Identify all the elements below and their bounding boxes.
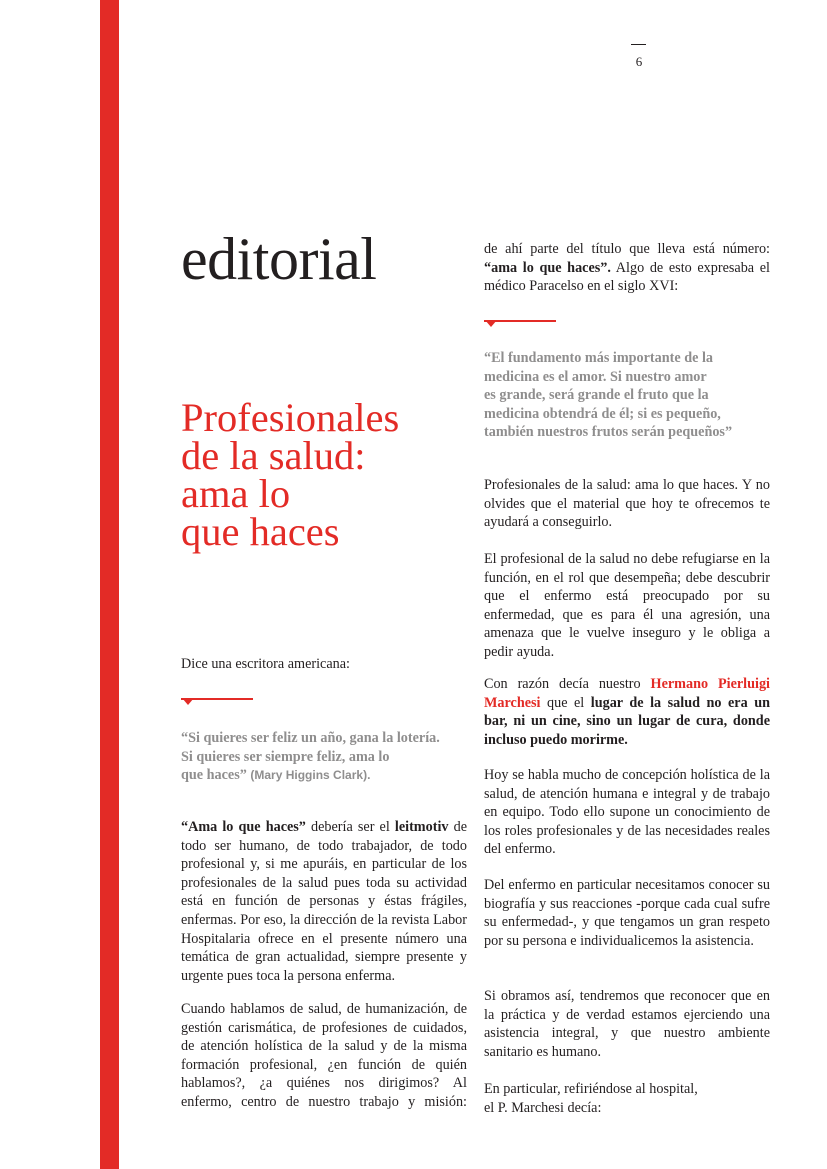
body-text: de ahí parte del título que lleva está número: [484,241,770,257]
highlighted-name: Hermano Pierluigi Marchesi [484,676,770,711]
body-text: Cuando hablamos de salud, de humanización, de gestión carismática, de profesiones de cuidados, de atención holística de la salud y de la misma formación profesional, ¿en función de quién hablamos?, ¿a quiénes nos dirigimos? Al enfermo, centro de nuestro trabajo y misión: [181,1001,467,1110]
body-text: el P. Marchesi decía: [484,1099,602,1116]
body-text: Del enfermo en particular necesitamos conocer su biografía y sus reacciones -porque cada cual sufre su enfermedad-, y que tengamos un gran respeto por su persona e individualicemos la asistencia. [484,877,770,949]
quote-line: es grande, será grande el fruto que la [484,387,709,404]
pull-quote-right [484,349,774,442]
quote-line: medicina obtendrá de él; si es pequeño, [484,405,721,422]
right-paragraph-6 [484,876,770,950]
bold-phrase: “Ama lo que haces” [181,819,306,835]
right-paragraph-8 [484,1080,770,1117]
left-column-intro [181,655,467,674]
bold-word: leitmotiv [394,819,449,835]
quote-attribution: (Mary Higgins Clark). [250,768,371,783]
body-text: Si obramos así, tendremos que reconocer que en la práctica y de verdad estamos ejerciendo una asistencia integral, y que nuestro ambiente sanitario es humano. [484,988,770,1060]
page-number: 6 [635,54,643,69]
body-text: de todo ser humano, de todo trabajador, de todo profesional y, si me apuráis, en particular de los profesionales de la salud pues toda su actividad está en función de personas y éstas frágiles, enfermas. Por eso, la dirección de la revista Labor Hospitalaria ofrece en el presente número una temática de gran actualidad, siempre presente y urgente pues toca la persona enferma. [181,819,467,984]
headline [181,395,400,554]
right-paragraph-4 [484,675,770,749]
quote-marker-icon [484,318,556,328]
page-number-rule [631,44,646,45]
intro-text: Dice una escritora americana: [181,656,350,672]
body-text: El profesional de la salud no debe refugiarse en la función, en el rol que desempeña; debe descubrir que el enfermo está preocupado por su enfermedad, que es para él una agresión, una amenaza que le vuelve inseguro y le obliga a pedir ayuda. [484,551,770,660]
body-text: Profesionales de la salud: ama lo que haces. Y no olvides que el material que hoy te ofrecemos te ayudará a conseguirlo. [484,477,770,531]
right-paragraph-5 [484,766,770,859]
quote-marker-icon [181,696,253,706]
left-paragraph-2 [181,1000,467,1112]
right-paragraph-1 [484,240,770,296]
bold-phrase: lugar de la salud no era un bar, ni un cine, sino un lugar de cura, donde incluso puedo morirme. [484,694,770,748]
body-text: En particular, refiriéndose al hospital, [484,1081,698,1097]
quote-line: “Si quieres ser feliz un año, gana la lotería. [181,730,440,746]
headline-line: ama lo [181,471,291,516]
quote-line: “El fundamento más importante de la [484,350,713,366]
left-paragraph-1 [181,818,467,985]
headline-line: de la salud: [181,433,366,478]
quote-line: que haces” [181,767,247,784]
body-text: Hoy se habla mucho de concepción holística de la salud, de atención humana e integral y de trabajo en equipo. Todo ello supone un conocimiento de los roles profesionales y de las necesidades reales del enfermo. [484,767,770,858]
headline-line: que haces [181,509,340,554]
quote-line: Si quieres ser siempre feliz, ama lo [181,748,390,765]
body-text: que el [540,694,591,711]
quote-line: también nuestros frutos serán pequeños” [484,424,733,441]
pull-quote-left [181,729,471,785]
body-text: Algo de esto expresaba el médico Paracelso en el siglo XVI: [484,259,770,295]
quote-line: medicina es el amor. Si nuestro amor [484,368,707,385]
right-paragraph-2 [484,476,770,532]
body-text: debería ser el [305,819,395,835]
red-margin-bar [100,0,119,1169]
right-paragraph-7 [484,987,770,1061]
body-text: Con razón decía nuestro [484,676,651,692]
quote-marker-left [181,696,467,706]
right-paragraph-3 [484,550,770,662]
section-label: editorial [181,226,377,292]
bold-phrase: “ama lo que haces”. [484,259,611,276]
headline-line: Profesionales [181,395,400,440]
quote-marker-right [484,318,770,328]
